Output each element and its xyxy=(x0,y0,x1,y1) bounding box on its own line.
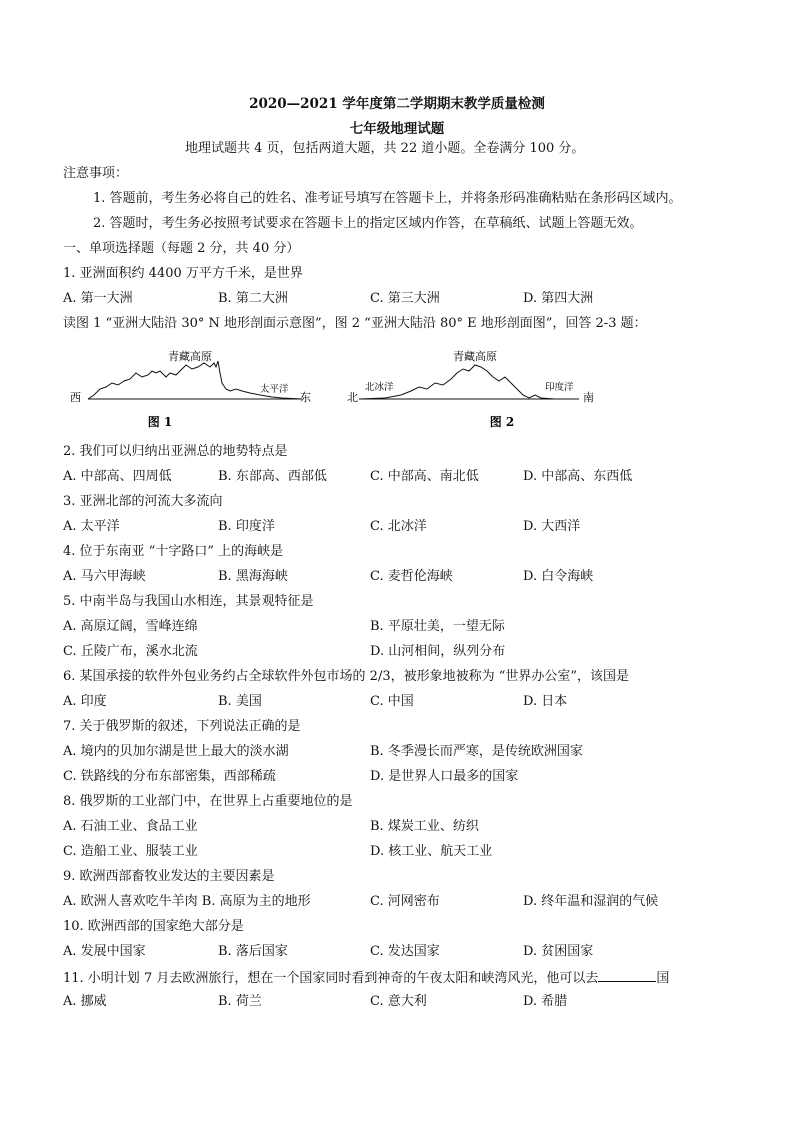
question-8-stem: 8. 俄罗斯的工业部门中，在世界上占重要地位的是 xyxy=(63,794,353,809)
question-5-options-row-1 xyxy=(63,618,743,636)
question-7-options-row-2 xyxy=(63,768,743,786)
question-10-options xyxy=(63,943,743,961)
question-8-options-row-1 xyxy=(63,818,743,836)
q2-option-d: D. 中部高、东西低 xyxy=(523,469,633,484)
question-11-stem xyxy=(63,968,669,988)
q9-option-c: C. 河网密布 xyxy=(370,894,440,909)
q11-option-c: C. 意大利 xyxy=(370,994,427,1009)
q8-option-a: A. 石油工业、食品工业 xyxy=(63,819,198,834)
question-8-options-row-2 xyxy=(63,843,743,861)
q5-option-a: A. 高原辽阔，雪峰连绵 xyxy=(63,619,198,634)
q7-option-b: B. 冬季漫长而严寒，是传统欧洲国家 xyxy=(370,744,583,759)
q11-option-d: D. 希腊 xyxy=(523,994,568,1009)
notice-heading: 注意事项： xyxy=(63,166,129,181)
question-10-stem: 10. 欧洲西部的国家绝大部分是 xyxy=(63,919,244,934)
q4-option-b: B. 黑海海峡 xyxy=(218,569,288,584)
q9-option-ab: A. 欧洲人喜欢吃牛羊肉 B. 高原为主的地形 xyxy=(63,894,311,909)
q5-option-c: C. 丘陵广布，溪水北流 xyxy=(63,644,198,659)
fig2-arctic-label: 北冰洋 xyxy=(365,382,394,393)
figure-1-profile xyxy=(60,343,330,435)
figure-2-profile xyxy=(345,343,615,435)
q7-option-c: C. 铁路线的分布东部密集，西部稀疏 xyxy=(63,769,276,784)
q11-option-b: B. 荷兰 xyxy=(218,994,262,1009)
q2-option-a: A. 中部高、四周低 xyxy=(63,469,172,484)
q8-option-b: B. 煤炭工业、纺织 xyxy=(370,819,479,834)
figure-intro: 读图 1 “亚洲大陆沿 30° N 地形剖面示意图”，图 2 “亚洲大陆沿 80° E 地形剖面图”，回答 2-3 题： xyxy=(63,316,647,331)
fig1-east-label: 东 xyxy=(300,391,311,404)
question-7-stem: 7. 关于俄罗斯的叙述，下列说法正确的是 xyxy=(63,719,301,734)
question-4-options xyxy=(63,568,743,586)
q11-stem-text: 11. 小明计划 7 月去欧洲旅行，想在一个国家同时看到神奇的午夜太阳和峡湾风光，他可以去 xyxy=(63,971,599,986)
q4-option-c: C. 麦哲伦海峡 xyxy=(370,569,453,584)
q2-option-b: B. 东部高、西部低 xyxy=(218,469,327,484)
q5-option-b: B. 平原壮美，一望无际 xyxy=(370,619,505,634)
question-3-stem: 3. 亚洲北部的河流大多流向 xyxy=(63,494,223,509)
q10-option-b: B. 落后国家 xyxy=(218,944,288,959)
fig1-peak-label: 青藏高原 xyxy=(168,350,212,363)
fig1-ocean-label: 太平洋 xyxy=(260,384,289,395)
fig2-south-label: 南 xyxy=(583,391,594,404)
q11-stem-suffix: 国 xyxy=(656,971,670,986)
fig1-west-label: 西 xyxy=(70,391,81,404)
exam-subtitle: 七年级地理试题 xyxy=(349,121,445,137)
q8-option-d: D. 核工业、航天工业 xyxy=(370,844,493,859)
question-1-stem: 1. 亚洲面积约 4400 万平方千米，是世界 xyxy=(63,266,303,281)
q7-option-a: A. 境内的贝加尔湖是世上最大的淡水湖 xyxy=(63,744,289,759)
question-4-stem: 4. 位于东南亚 “十字路口” 上的海峡是 xyxy=(63,544,284,559)
question-6-stem: 6. 某国承接的软件外包业务约占全球软件外包市场的 2/3，被形象地被称为 “世界办公室”，该国是 xyxy=(63,669,630,684)
q3-option-a: A. 太平洋 xyxy=(63,519,120,534)
q1-option-b: B. 第二大洲 xyxy=(218,291,288,306)
q1-option-d: D. 第四大洲 xyxy=(523,291,594,306)
q2-option-c: C. 中部高、南北低 xyxy=(370,469,479,484)
q10-option-a: A. 发展中国家 xyxy=(63,944,146,959)
question-2-stem: 2. 我们可以归纳出亚洲总的地势特点是 xyxy=(63,444,288,459)
q11-answer-blank xyxy=(598,968,656,982)
question-6-options xyxy=(63,693,743,711)
question-5-options-row-2 xyxy=(63,643,743,661)
q6-option-b: B. 美国 xyxy=(218,694,262,709)
fig2-peak-label: 青藏高原 xyxy=(453,350,497,363)
q6-option-c: C. 中国 xyxy=(370,694,414,709)
q4-option-d: D. 白令海峡 xyxy=(523,569,594,584)
fig1-caption: 图 1 xyxy=(147,415,173,429)
question-7-options-row-1 xyxy=(63,743,743,761)
fig2-caption: 图 2 xyxy=(489,415,515,429)
notice-item-2: 2. 答题时，考生务必按照考试要求在答题卡上的指定区域内作答，在草稿纸、试题上答题无效。 xyxy=(93,216,643,231)
q10-option-d: D. 贫困国家 xyxy=(523,944,594,959)
q11-option-a: A. 挪威 xyxy=(63,994,107,1009)
question-1-options xyxy=(63,290,743,308)
exam-title: 2020—2021 学年度第二学期期末教学质量检测 xyxy=(249,96,545,112)
q7-option-d: D. 是世界人口最多的国家 xyxy=(370,769,519,784)
q3-option-d: D. 大西洋 xyxy=(523,519,581,534)
notice-item-1: 1. 答题前，考生务必将自己的姓名、准考证号填写在答题卡上，并将条形码准确粘贴在条形码区域内。 xyxy=(93,191,682,206)
q3-option-c: C. 北冰洋 xyxy=(370,519,427,534)
q6-option-d: D. 日本 xyxy=(523,694,568,709)
q10-option-c: C. 发达国家 xyxy=(370,944,440,959)
section-heading: 一、单项选择题（每题 2 分，共 40 分） xyxy=(63,241,300,256)
q5-option-d: D. 山河相间，纵列分布 xyxy=(370,644,506,659)
q1-option-c: C. 第三大洲 xyxy=(370,291,440,306)
question-3-options xyxy=(63,518,743,536)
q8-option-c: C. 造船工业、服装工业 xyxy=(63,844,198,859)
question-9-stem: 9. 欧洲西部畜牧业发达的主要因素是 xyxy=(63,869,275,884)
exam-intro: 地理试题共 4 页，包括两道大题，共 22 道小题。全卷满分 100 分。 xyxy=(185,141,585,156)
question-11-options xyxy=(63,993,743,1011)
question-9-options xyxy=(63,893,743,911)
q9-option-d: D. 终年温和湿润的气候 xyxy=(523,894,659,909)
q4-option-a: A. 马六甲海峡 xyxy=(63,569,146,584)
q1-option-a: A. 第一大洲 xyxy=(63,291,133,306)
question-5-stem: 5. 中南半岛与我国山水相连，其景观特征是 xyxy=(63,594,314,609)
q3-option-b: B. 印度洋 xyxy=(218,519,275,534)
fig2-north-label: 北 xyxy=(347,391,358,404)
q6-option-a: A. 印度 xyxy=(63,694,107,709)
fig2-indian-label: 印度洋 xyxy=(545,382,574,393)
question-2-options xyxy=(63,468,743,486)
